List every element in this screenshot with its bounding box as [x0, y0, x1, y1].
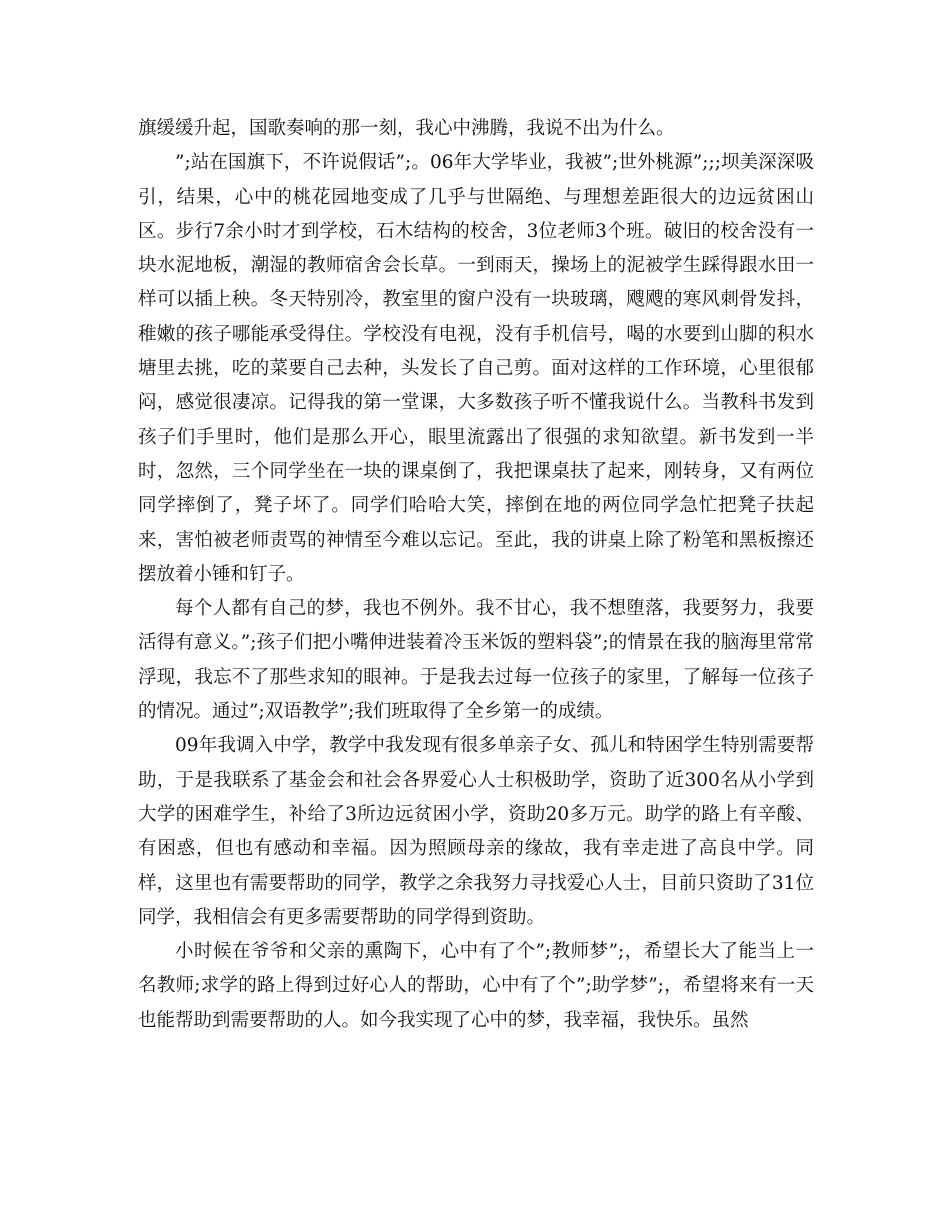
paragraph-1: 旗缓缓升起，国歌奏响的那一刻，我心中沸腾，我说不出为什么。: [138, 118, 675, 139]
paragraph-5: 小时候在爷爷和父亲的熏陶下，心中有了个”;教师梦”;，希望长大了能当上一名教师;求学的路上得到过好心人的帮助，心中有了个”;助学梦”;，希望将来有一天也能帮助到需要帮助的人。如今我实现了心中的梦，我幸福，我快乐。虽然: [138, 941, 814, 1031]
paragraph-3: 每个人都有自己的梦，我也不例外。我不甘心，我不想堕落，我要努力，我要活得有意义。”;孩子们把小嘴伸进装着冷玉米饭的塑料袋”;的情景在我的脑海里常常浮现，我忘不了那些求知的眼神。于是我去过每一位孩子的家里，了解每一位孩子的情况。通过”;双语教学”;我们班取得了全乡第一的成绩。: [138, 598, 814, 723]
paragraph-2: ”;站在国旗下，不许说假话”;。06年大学毕业，我被”;世外桃源”;;;坝美深深吸引，结果，心中的桃花园地变成了几乎与世隔绝、与理想差距很大的边远贫困山区。步行7余小时才到学校，石木结构的校舍，3位老师3个班。破旧的校舍没有一块水泥地板，潮湿的教师宿舍会长草。一到雨天，操场上的泥被学生踩得跟水田一样可以插上秧。冬天特别冷，教室里的窗户没有一块玻璃，飕飕的寒风刺骨发抖，稚嫩的孩子哪能承受得住。学校没有电视，没有手机信号，喝的水要到山脚的积水塘里去挑，吃的菜要自己去种，头发长了自己剪。面对这样的工作环境，心里很郁闷，感觉很凄凉。记得我的第一堂课，大多数孩子听不懂我说什么。当教科书发到孩子们手里时，他们是那么开心，眼里流露出了很强的求知欲望。新书发到一半时，忽然，三个同学坐在一块的课桌倒了，我把课桌扶了起来，刚转身，又有两位同学摔倒了，凳子坏了。同学们哈哈大笑，摔倒在地的两位同学急忙把凳子扶起来，害怕被老师责骂的神情至今难以忘记。至此，我的讲桌上除了粉笔和黑板擦还摆放着小锤和钉子。: [138, 152, 814, 585]
document-body: [138, 112, 814, 1038]
paragraph-4: 09年我调入中学，教学中我发现有很多单亲子女、孤儿和特困学生特别需要帮助，于是我联系了基金会和社会各界爱心人士积极助学，资助了近300名从小学到大学的困难学生，补给了3所边远贫困小学，资助20多万元。助学的路上有辛酸、有困惑，但也有感动和幸福。因为照顾母亲的缘故，我有幸走进了高良中学。同样，这里也有需要帮助的同学，教学之余我努力寻找爱心人士，目前只资助了31位同学，我相信会有更多需要帮助的同学得到资助。: [138, 735, 814, 928]
